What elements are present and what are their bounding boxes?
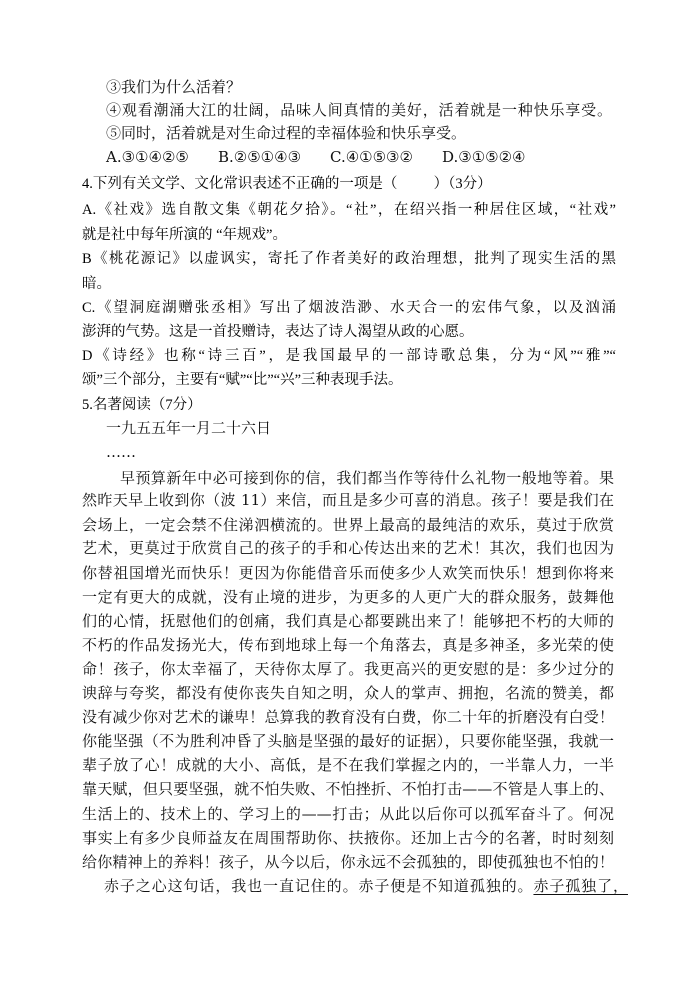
letter-date: 一九五五年一月二十六日 xyxy=(106,419,272,437)
underlined-phrase: 赤子孤独了， xyxy=(533,877,628,895)
letter-line: 不朽的作品发扬光大，传布到地球上每一个角落去，真是多神圣，多光荣的使 xyxy=(82,636,614,654)
question-4-option-b-continued: 暗。 xyxy=(82,276,111,292)
letter-line: 你替祖国增光而快乐！更因为你能借音乐而使多少人欢笑而快乐！想到你将来 xyxy=(82,564,614,582)
letter-line: 辈子放了心！成就的大小、高低，是不在我们掌握之内的，一半靠人力，一半 xyxy=(82,756,614,774)
letter-line: 早预算新年中必可接到你的信，我们都当作等待什么礼物一般地等着。果 xyxy=(120,469,614,487)
question-4-option-c: C.《望洞庭湖赠张丞相》写出了烟波浩渺、水天合一的宏伟气象，以及汹涌 xyxy=(82,300,616,316)
letter-line: 没有减少你对艺术的谦卑！总算我的教育没有白费，你二十年的折磨没有白受！ xyxy=(82,708,614,726)
letter-line: 靠天赋，但只要坚强，就不怕失败、不怕挫折、不怕打击——不管是人事上的、 xyxy=(82,780,614,798)
question-4-option-a: A.《社戏》选自散文集《朝花夕拾》。“社”，在绍兴指一种居住区域，“社戏” xyxy=(82,202,616,218)
question-4-option-c-continued: 澎湃的气势。这是一首投赠诗，表达了诗人渴望从政的心愿。 xyxy=(82,324,474,340)
sentence-3: ③我们为什么活着？ xyxy=(106,78,242,96)
choice-c: C.④①⑤③② xyxy=(330,148,413,166)
question-4-option-d-continued: 颂”三个部分，主要有“赋”“比”“兴”三种表现手法。 xyxy=(82,372,403,388)
letter-line: 生活上的、技术上的、学习上的——打击；从此以后你可以孤军奋斗了。何况 xyxy=(82,805,614,823)
letter-closing-line xyxy=(104,876,628,896)
letter-line: 给你精神上的养料！孩子，从今以后，你永远不会孤独的，即使孤独也不怕的！ xyxy=(82,853,614,871)
letter-line: 命！孩子，你太幸福了，天待你太厚了。我更高兴的更安慰的是：多少过分的 xyxy=(82,660,614,678)
choice-d: D.③①⑤②④ xyxy=(442,148,526,166)
letter-line: 艺术，更莫过于欣赏自己的孩子的手和心传达出来的艺术！其次，我们也因为 xyxy=(82,539,614,557)
sentence-4: ④观看潮涌大江的壮阔，品味人间真情的美好，活着就是一种快乐享受。 xyxy=(106,101,612,119)
letter-line: 谀辞与夸奖，都没有使你丧失自知之明，众人的掌声、拥抱，名流的赞美，都 xyxy=(82,684,614,702)
letter-line: 们的心情，抚慰他们的创痛，我们真是心都要跳出来了！能够把不朽的大师的 xyxy=(82,612,614,630)
ellipsis: …… xyxy=(106,443,136,461)
letter-line: 事实上有多少良师益友在周围帮助你、扶掖你。还加上古今的名著，时时刻刻 xyxy=(82,829,614,847)
choice-a: A.③①④②⑤ xyxy=(106,148,189,166)
question-5-heading: 5.名著阅读（7分） xyxy=(82,397,202,413)
sentence-5: ⑤同时，活着就是对生命过程的幸福体验和快乐享受。 xyxy=(106,124,467,142)
letter-line: 你能坚强（不为胜利冲昏了头脑是坚强的最好的证据），只要你能坚强，我就一 xyxy=(82,732,614,750)
letter-line: 会场上，一定会禁不住涕泗横流的。世界上最高的最纯洁的欢乐，莫过于欣赏 xyxy=(82,516,614,534)
letter-line: 一定有更大的成就，没有止境的进步，为更多的人更广大的群众服务，鼓舞他 xyxy=(82,588,614,606)
letter-line: 然昨天早上收到你（波 11）来信，而且是多少可喜的消息。孩子！要是我们在 xyxy=(82,491,614,509)
choice-b: B.②⑤①④③ xyxy=(218,148,302,166)
question-4-stem: 4.下列有关文学、文化常识表述不正确的一项是（ ）（3分） xyxy=(82,176,492,192)
closing-text: 赤子之心这句话，我也一直记住的。赤子便是不知道孤独的。 xyxy=(104,877,534,895)
question-4-option-a-continued: 就是社中每年所演的 “年规戏”。 xyxy=(82,227,287,243)
question-4-option-d: D《诗经》也称“诗三百”，是我国最早的一部诗歌总集，分为“风”“雅”“ xyxy=(82,348,616,364)
question-4-option-b: B《桃花源记》以虚讽实，寄托了作者美好的政治理想，批判了现实生活的黑 xyxy=(82,251,616,267)
